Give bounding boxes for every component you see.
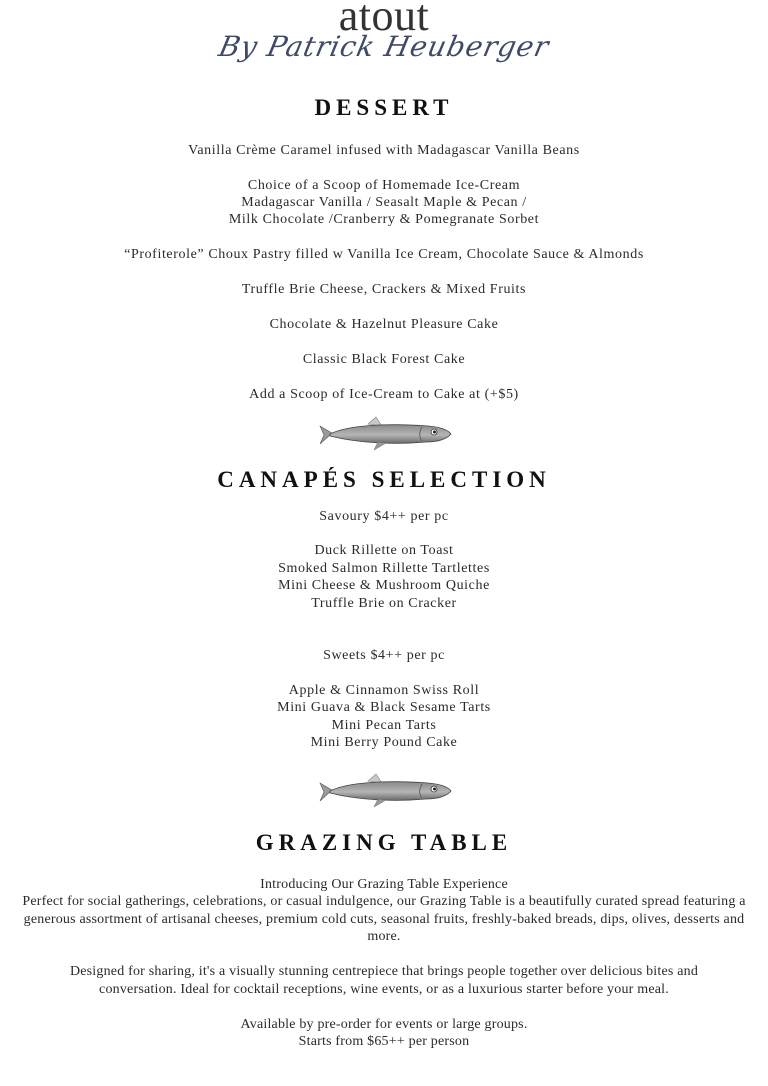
dessert-item: Milk Chocolate /Cranberry & Pomegranate Sorbet [228, 212, 540, 227]
canape-item: Smoked Salmon Rillette Tartlettes [278, 561, 490, 576]
canape-item: Mini Pecan Tarts [331, 718, 437, 733]
dessert-item: Vanilla Crème Caramel infused with Madagascar Vanilla Beans [188, 143, 580, 158]
dessert-item: “Profiterole” Choux Pastry filled w Vanilla Ice Cream, Chocolate Sauce & Almonds [124, 247, 644, 262]
canape-item: Duck Rillette on Toast [314, 543, 454, 558]
grazing-sharing-text: Designed for sharing, it's a visually stunning centrepiece that brings people together over delicious bites and conversation. Ideal for cocktail receptions, wine events, or as a luxurious starter before your meal. [69, 964, 699, 997]
logo-wordmark: atout [338, 0, 430, 40]
grazing-intro: Introducing Our Grazing Table Experience [260, 877, 508, 892]
dessert-title: DESSERT [314, 95, 454, 120]
canape-item: Mini Cheese & Mushroom Quiche [278, 578, 490, 593]
grazing-title: GRAZING TABLE [255, 830, 513, 855]
savoury-price-label: Savoury $4++ per pc [319, 509, 449, 524]
sweets-price-label: Sweets $4++ per pc [323, 648, 445, 663]
canape-item: Mini Berry Pound Cake [310, 735, 458, 750]
fish-icon [318, 771, 454, 811]
dessert-item: Truffle Brie Cheese, Crackers & Mixed Fruits [241, 282, 527, 297]
logo-signature: By Patrick Heuberger [215, 30, 553, 63]
grazing-price: Starts from $65++ per person [298, 1034, 470, 1049]
dessert-item: Add a Scoop of Ice-Cream to Cake at (+$5) [249, 387, 519, 402]
dessert-item: Classic Black Forest Cake [302, 352, 466, 367]
canape-item: Apple & Cinnamon Swiss Roll [288, 683, 480, 698]
canape-item: Mini Guava & Black Sesame Tarts [277, 700, 491, 715]
fish-icon [318, 414, 454, 454]
dessert-item: Choice of a Scoop of Homemade Ice-Cream [247, 178, 521, 193]
dessert-item: Madagascar Vanilla / Seasalt Maple & Pecan / [241, 195, 527, 210]
grazing-description: Perfect for social gatherings, celebrations, or casual indulgence, our Grazing Table is a beautifully curated spread featuring a generous assortment of artisanal cheeses, premium cold cuts, seasonal fruits, freshly-baked breads, dips, olives, desserts and more. [22, 894, 746, 944]
grazing-availability: Available by pre-order for events or large groups. [240, 1017, 528, 1032]
canape-item: Truffle Brie on Cracker [311, 596, 457, 611]
canapes-title: CANAPÉS SELECTION [217, 467, 551, 492]
dessert-item: Chocolate & Hazelnut Pleasure Cake [269, 317, 499, 332]
